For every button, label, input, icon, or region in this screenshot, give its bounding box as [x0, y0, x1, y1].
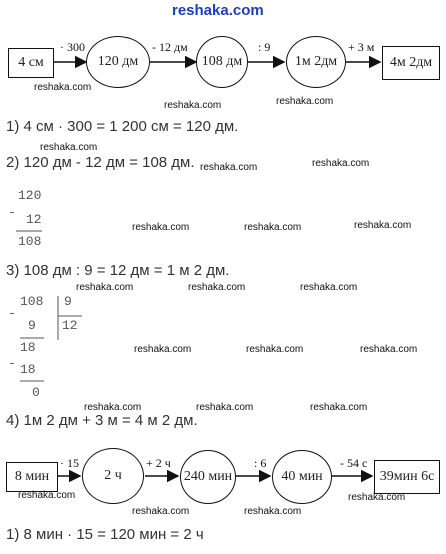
div-remainder-1: 18 — [20, 340, 36, 355]
chain1-end-box: 4м 2дм — [382, 46, 440, 80]
chain2-op1-label: · 15 — [60, 456, 79, 470]
watermark: reshaka.com — [134, 344, 192, 355]
div-divisor: 9 — [64, 294, 72, 309]
step-5: 1) 8 мин · 15 = 120 мин = 2 ч — [6, 526, 204, 543]
chain1-op4-label: + 3 м — [348, 40, 375, 54]
chain2-circle-1: 2 ч — [82, 448, 144, 504]
chain1-op3-label: : 9 — [258, 40, 271, 54]
div-dividend: 108 — [20, 294, 44, 309]
chain1-circle-3: 1м 2дм — [286, 36, 346, 88]
watermark: reshaka.com — [84, 402, 142, 413]
sub-result: 108 — [18, 234, 42, 249]
chain1-op2-label: - 12 дм — [152, 40, 188, 54]
watermark: reshaka.com — [132, 222, 190, 233]
watermark: reshaka.com — [18, 490, 76, 501]
step-3: 3) 108 дм : 9 = 12 дм = 1 м 2 дм. — [6, 262, 230, 279]
div-minus-sign: - — [8, 306, 16, 321]
watermark: reshaka.com — [360, 344, 418, 355]
watermark: reshaka.com — [34, 82, 92, 93]
chain1-circle-1: 120 дм — [86, 36, 150, 88]
watermark: reshaka.com — [244, 222, 302, 233]
watermark: reshaka.com — [164, 100, 222, 111]
chain1-start-box: 4 см — [8, 48, 54, 78]
site-title: reshaka.com — [172, 2, 264, 19]
chain1-circle-2: 108 дм — [196, 36, 248, 88]
watermark: reshaka.com — [196, 402, 254, 413]
watermark: reshaka.com — [348, 492, 406, 503]
watermark: reshaka.com — [354, 220, 412, 231]
sub-subtrahend: 12 — [26, 212, 42, 227]
watermark: reshaka.com — [188, 282, 246, 293]
div-partial-1: 9 — [28, 318, 36, 333]
watermark: reshaka.com — [246, 344, 304, 355]
div-minus-sign-2: - — [8, 356, 16, 371]
watermark: reshaka.com — [276, 96, 334, 107]
sub-minus-sign: - — [8, 205, 16, 220]
chain2-op3-label: : 6 — [254, 456, 267, 470]
chain2-circle-3: 40 мин — [272, 450, 332, 504]
step-4: 4) 1м 2 дм + 3 м = 4 м 2 дм. — [6, 412, 198, 429]
watermark: reshaka.com — [312, 158, 370, 169]
chain2-circle-2: 240 мин — [180, 450, 236, 504]
div-quotient: 12 — [62, 318, 78, 333]
step-1: 1) 4 см · 300 = 1 200 см = 120 дм. — [6, 118, 239, 135]
div-remainder-2: 0 — [32, 385, 40, 400]
chain2-start-box: 8 мин — [6, 462, 58, 492]
chain1-op1-label: · 300 — [60, 40, 85, 54]
sub-minuend: 120 — [18, 188, 42, 203]
chain2-end-box: 39мин 6с — [374, 460, 440, 494]
watermark: reshaka.com — [244, 506, 302, 517]
watermark: reshaka.com — [200, 162, 258, 173]
watermark: reshaka.com — [300, 282, 358, 293]
watermark: reshaka.com — [40, 142, 98, 153]
chain2-op2-label: + 2 ч — [146, 456, 171, 470]
watermark: reshaka.com — [76, 282, 134, 293]
chain2-op4-label: - 54 с — [340, 456, 368, 470]
watermark: reshaka.com — [132, 506, 190, 517]
step-2: 2) 120 дм - 12 дм = 108 дм. — [6, 154, 195, 171]
div-partial-2: 18 — [20, 362, 36, 377]
watermark: reshaka.com — [310, 402, 368, 413]
